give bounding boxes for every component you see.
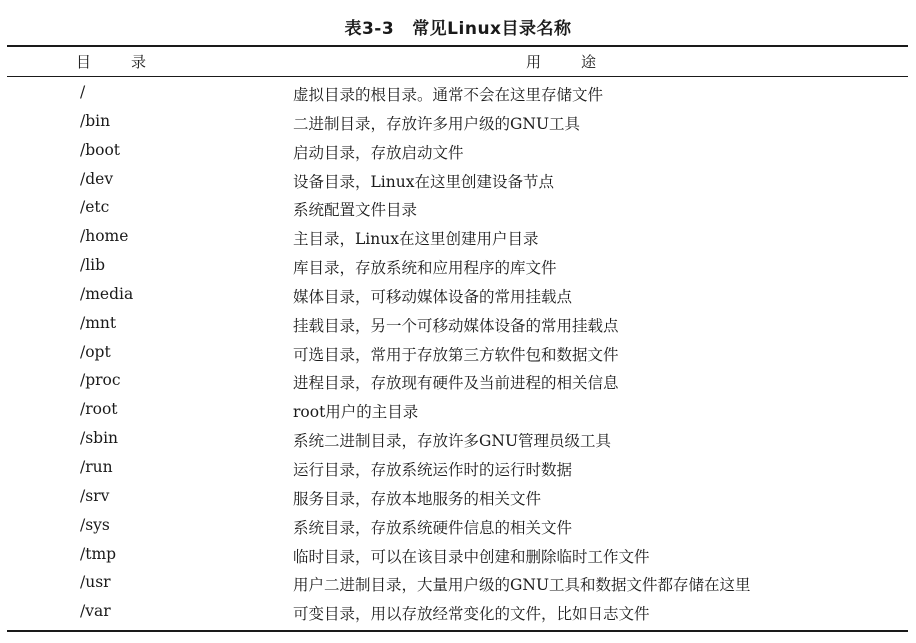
usage-cell: 库目录，存放系统和应用程序的库文件 [293,259,557,278]
usage-cell: 系统二进制目录，存放许多GNU管理员级工具 [293,432,612,451]
directory-cell: /srv [80,486,110,505]
usage-cell: 挂载目录，另一个可移动媒体设备的常用挂载点 [293,316,619,335]
directory-cell: /lib [80,256,106,275]
table-row [0,138,916,167]
usage-cell: root用户的主目录 [293,403,419,422]
table-row [0,513,916,542]
directory-cell: /dev [80,169,114,188]
directory-cell: /run [80,457,113,476]
directory-cell: /etc [80,198,110,217]
table-row [0,484,916,513]
table-row [0,282,916,311]
usage-cell: 系统配置文件目录 [293,201,418,220]
usage-cell: 运行目录，存放系统运作时的运行时数据 [293,460,573,479]
table-row [0,397,916,426]
table-number: 表3-3 [344,19,395,39]
header-directory: 目录 [76,53,187,71]
directory-cell: / [80,83,86,101]
directory-cell: /tmp [80,544,117,563]
directory-cell: /opt [80,342,111,361]
table-row [0,542,916,571]
directory-cell: /root [80,400,118,419]
directory-cell: /proc [80,371,121,390]
table-row [0,167,916,196]
usage-cell: 主目录，Linux在这里创建用户目录 [293,230,539,249]
top-rule [7,45,908,47]
usage-cell: 系统目录，存放系统硬件信息的相关文件 [293,518,573,537]
usage-cell: 临时目录，可以在该目录中创建和删除临时工作文件 [293,547,650,566]
usage-cell: 设备目录，Linux在这里创建设备节点 [293,172,554,191]
usage-cell: 二进制目录，存放许多用户级的GNU工具 [293,114,581,133]
directory-cell: /home [80,227,129,246]
usage-cell: 虚拟目录的根目录。通常不会在这里存储文件 [293,86,604,104]
directory-cell: /media [80,284,134,303]
directory-cell: /mnt [80,313,117,332]
table-title: 常见Linux目录名称 [412,19,572,39]
directory-cell: /bin [80,111,111,130]
usage-cell: 启动目录，存放启动文件 [293,143,464,162]
header-usage: 用途 [526,53,637,71]
usage-cell: 媒体目录，可移动媒体设备的常用挂载点 [293,287,573,306]
directory-cell: /sbin [80,429,119,448]
table-row [0,426,916,455]
directory-cell: /boot [80,140,121,159]
directory-cell: /usr [80,573,111,592]
table-row [0,224,916,253]
table-row [0,195,916,224]
table-row [0,311,916,340]
table-row [0,599,916,628]
table-row [0,570,916,599]
usage-cell: 进程目录，存放现有硬件及当前进程的相关信息 [293,374,619,393]
table-row [0,340,916,369]
table-row [0,455,916,484]
header-rule [7,76,908,77]
usage-cell: 服务目录，存放本地服务的相关文件 [293,489,542,508]
usage-cell: 可变目录，用以存放经常变化的文件，比如日志文件 [293,605,650,624]
usage-cell: 用户二进制目录，大量用户级的GNU工具和数据文件都存储在这里 [293,576,751,595]
usage-cell: 可选目录，常用于存放第三方软件包和数据文件 [293,345,619,364]
directory-cell: /sys [80,515,110,534]
table-caption [0,14,916,39]
bottom-rule [7,630,908,632]
table-row [0,368,916,397]
table-row [0,109,916,138]
table-row [0,80,916,109]
directory-cell: /var [80,602,111,621]
table-row [0,253,916,282]
table-body [0,80,916,628]
